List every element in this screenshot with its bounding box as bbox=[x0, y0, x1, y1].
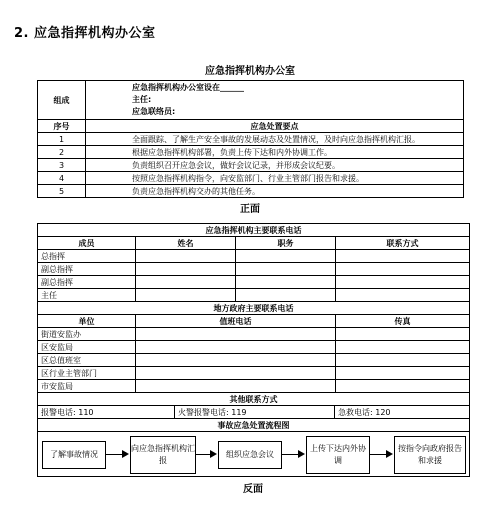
row-text: 根据应急指挥机构部署，负责上传下达和内外协调工作。 bbox=[86, 146, 464, 159]
back-card bbox=[37, 223, 469, 495]
col-header: 成员 bbox=[38, 237, 136, 250]
col-header: 姓名 bbox=[136, 237, 236, 250]
table-row bbox=[38, 133, 464, 146]
flow-step: 了解事故情况 bbox=[42, 441, 106, 469]
group-line: 主任: bbox=[132, 95, 152, 104]
flow-step: 组织应急会议 bbox=[218, 441, 282, 469]
contacts-title: 应急指挥机构主要联系电话 bbox=[38, 224, 470, 237]
row-no: 4 bbox=[38, 172, 86, 185]
row-text: 负责应急指挥机构交办的其他任务。 bbox=[86, 185, 464, 198]
section-title: 2. 应急指挥机构办公室 bbox=[14, 26, 156, 41]
unit-name: 街道安监办 bbox=[38, 328, 136, 341]
unit-name: 市安监局 bbox=[38, 380, 136, 393]
table-row bbox=[38, 328, 470, 341]
police-phone: 报警电话: 110 bbox=[38, 406, 175, 419]
front-card bbox=[37, 62, 463, 215]
unit-name: 区安监局 bbox=[38, 341, 136, 354]
flow-step: 上传下达内外协调 bbox=[306, 436, 370, 474]
flow-title: 事故应急处置流程图 bbox=[38, 419, 470, 432]
header-no: 序号 bbox=[38, 120, 86, 133]
col-header: 值班电话 bbox=[136, 315, 336, 328]
table-row bbox=[38, 367, 470, 380]
group-line: 应急指挥机构办公室设在______ bbox=[132, 83, 244, 92]
front-table bbox=[37, 80, 464, 198]
table-row bbox=[38, 354, 470, 367]
col-header: 联系方式 bbox=[336, 237, 470, 250]
member-name: 副总指挥 bbox=[38, 263, 136, 276]
fire-phone: 火警报警电话: 119 bbox=[175, 406, 335, 419]
row-text: 按照应急指挥机构指令，向安监部门、行业主管部门报告和求援。 bbox=[86, 172, 464, 185]
table-row bbox=[38, 289, 470, 302]
row-no: 5 bbox=[38, 185, 86, 198]
contacts-table bbox=[37, 223, 470, 302]
front-card-title: 应急指挥机构办公室 bbox=[205, 66, 295, 77]
member-name: 主任 bbox=[38, 289, 136, 302]
col-header: 传真 bbox=[336, 315, 470, 328]
row-text: 全面跟踪、了解生产安全事故的发展动态及处置情况，及时向应急指挥机构汇报。 bbox=[86, 133, 464, 146]
table-row bbox=[38, 159, 464, 172]
table-row bbox=[38, 250, 470, 263]
table-row bbox=[38, 276, 470, 289]
flow-step: 向应急指挥机构汇报 bbox=[130, 436, 196, 474]
row-no: 2 bbox=[38, 146, 86, 159]
member-name: 总指挥 bbox=[38, 250, 136, 263]
table-row bbox=[38, 185, 464, 198]
table-row bbox=[38, 172, 464, 185]
other-title: 其他联系方式 bbox=[38, 393, 470, 406]
ambulance-phone: 急救电话: 120 bbox=[335, 406, 470, 419]
table-row bbox=[38, 341, 470, 354]
header-points: 应急处置要点 bbox=[86, 120, 464, 133]
table-row bbox=[38, 263, 470, 276]
unit-name: 区总值班室 bbox=[38, 354, 136, 367]
other-table bbox=[37, 392, 470, 477]
member-name: 副总指挥 bbox=[38, 276, 136, 289]
back-caption: 反面 bbox=[243, 484, 263, 495]
table-row bbox=[38, 146, 464, 159]
group-line: 应急联络员: bbox=[132, 107, 176, 116]
group-info bbox=[86, 81, 464, 120]
flow-chart bbox=[38, 432, 470, 477]
group-label: 组成 bbox=[38, 81, 86, 120]
col-header: 职务 bbox=[236, 237, 336, 250]
front-caption: 正面 bbox=[240, 204, 260, 215]
col-header: 单位 bbox=[38, 315, 136, 328]
row-no: 1 bbox=[38, 133, 86, 146]
gov-title: 地方政府主要联系电话 bbox=[38, 302, 470, 315]
unit-name: 区行业主管部门 bbox=[38, 367, 136, 380]
table-row bbox=[38, 380, 470, 393]
gov-table bbox=[37, 301, 470, 393]
row-text: 负责组织召开应急会议，做好会议记录，并形成会议纪要。 bbox=[86, 159, 464, 172]
row-no: 3 bbox=[38, 159, 86, 172]
flow-step: 按指令向政府报告和求援 bbox=[394, 436, 466, 474]
